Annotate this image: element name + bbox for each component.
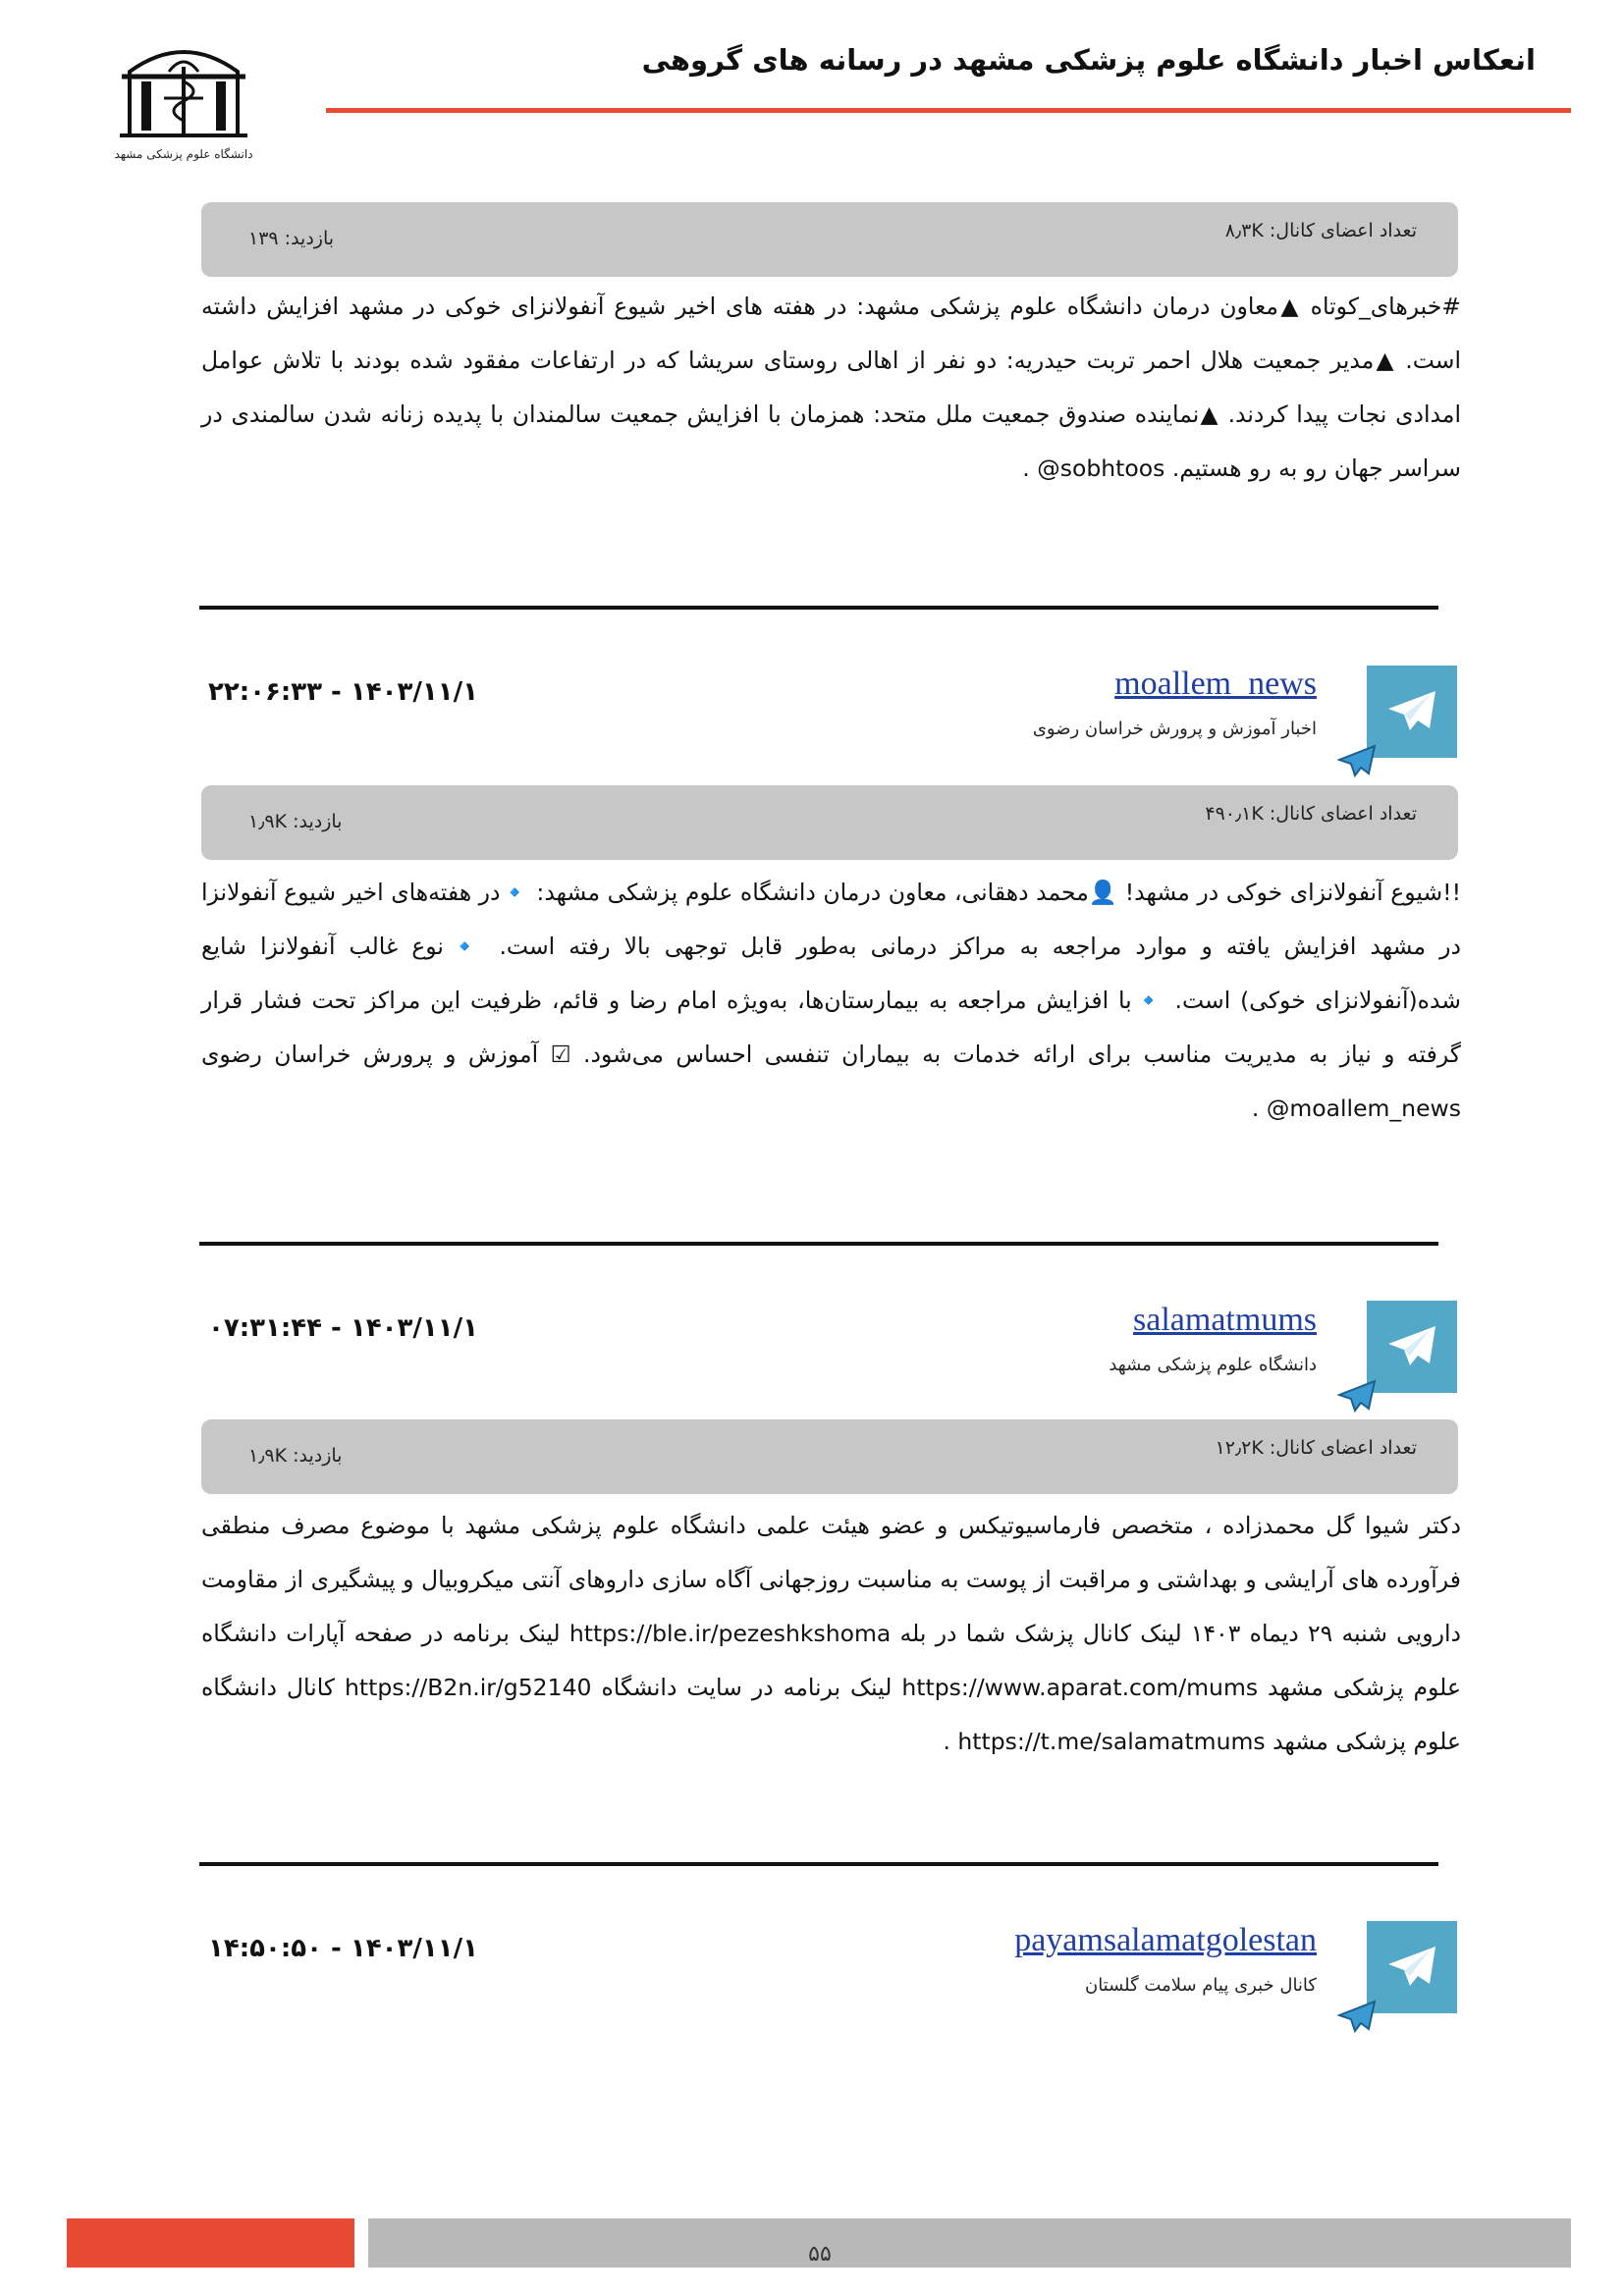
university-emblem-icon [110,37,257,145]
channel-name: کانال خبری پیام سلامت گلستان [1084,1975,1317,1996]
views-count: بازدید: ۱٫۹K [248,811,343,832]
telegram-icon [1367,1921,1457,2013]
telegram-small-icon [1337,744,1377,777]
footer-bar [368,2218,1571,2268]
post-body: !!شیوع آنفولانزای خوکی در مشهد! 👤محمد دهقانی، معاون درمان دانشگاه علوم پزشکی مشهد: 🔹در هفته‌های اخیر شیوع آنفولانزا در مشهد افزایش یافته و موارد مراجعه به مراکز درمانی به‌طور قابل توجهی بالا رفته است. 🔹نوع غالب آنفولانزا شایع شده(آنفولانزای خوکی) است. 🔹با افزایش مراجعه به بیمارستان‌ها، به‌ویژه امام رضا و قائم، ظرفیت این مراکز تحت فشار قرار گرفته و نیاز به مدیریت مناسب برای ارائه خدمات به بیماران تنفسی احساس می‌شود. ☑ آموزش و پرورش خراسان رضوی moallem_news@ . [201,879,1461,1122]
post-divider [199,1242,1438,1246]
channel-name: دانشگاه علوم پزشکی مشهد [1109,1355,1317,1375]
university-logo [110,37,257,170]
telegram-icon [1367,1301,1457,1393]
channel-handle-link[interactable]: moallem_news [1114,666,1317,702]
post-body: #خبرهای_کوتاه ▲معاون درمان دانشگاه علوم پزشکی مشهد: در هفته های اخیر شیوع آنفولانزای خوکی در مشهد افزایش داشته است. ▲مدیر جمعیت هلال احمر تربت حیدریه: دو نفر از اهالی روستای سریشا که در ارتفاعات مفقود شده بودند با تلاش عوامل امدادی نجات پیدا کردند. ▲نماینده صندوق جمعیت ملل متحد: همزمان با افزایش جمعیت سالمندان با پدیده زنانه شدن سالمندی در سراسر جهان رو به رو هستیم. sobhtoos@ . [201,293,1461,482]
members-count: تعداد اعضای کانال: ۱۲٫۲K [1215,1437,1417,1459]
channel-name: اخبار آموزش و پرورش خراسان رضوی [1032,719,1317,739]
post-body: دکتر شیوا گل محمدزاده ، متخصص فارماسیوتیکس و عضو هیئت علمی دانشگاه علوم پزشکی مشهد با موضوع مصرف منطقی فرآورده های آرایشی و بهداشتی و مراقبت از پوست به مناسبت روزجهانی آگاه سازی داروهای آنتی میکروبیال و پیشگیری از مقاومت دارویی شنبه ۲۹ دیماه ۱۴۰۳ لینک کانال پزشک شما در بله https://ble.ir/pezeshkshoma لینک برنامه در صفحه آپارات دانشگاه علوم پزشکی مشهد https://www.aparat.com/mums لینک برنامه در سایت دانشگاه https://B2n.ir/g52140 کانال دانشگاه علوم پزشکی مشهد https://t.me/salamatmums . [201,1512,1461,1755]
post-divider [199,1862,1438,1866]
telegram-icon [1367,666,1457,758]
post-date: ۱۴:۵۰:۵۰ - ۱۴۰۳/۱۱/۱ [208,1934,478,1963]
logo-caption: دانشگاه علوم پزشکی مشهد [114,147,253,161]
members-count: تعداد اعضای کانال: ۸٫۳K [1224,220,1417,241]
page-number: ۵۵ [808,2242,832,2267]
channel-handle-link[interactable]: payamsalamatgolestan [1014,1922,1317,1958]
views-count: بازدید: ۱۳۹ [248,228,335,249]
members-count: تعداد اعضای کانال: ۴۹۰٫۱K [1205,803,1417,825]
post-stats-bar [201,202,1458,277]
post-date: ۲۲:۰۶:۳۳ - ۱۴۰۳/۱۱/۱ [208,677,478,707]
footer-accent-bar [67,2218,354,2268]
channel-handle-link[interactable]: salamatmums [1133,1302,1317,1338]
post-stats-bar [201,1419,1458,1494]
post-date: ۰۷:۳۱:۴۴ - ۱۴۰۳/۱۱/۱ [208,1313,478,1343]
post-stats-bar [201,785,1458,860]
post-divider [199,606,1438,610]
telegram-small-icon [1337,1379,1377,1413]
telegram-small-icon [1337,2000,1377,2033]
page-title: انعکاس اخبار دانشگاه علوم پزشکی مشهد در رسانه های گروهی [641,43,1536,77]
views-count: بازدید: ۱٫۹K [248,1445,343,1467]
header-divider [326,108,1571,113]
